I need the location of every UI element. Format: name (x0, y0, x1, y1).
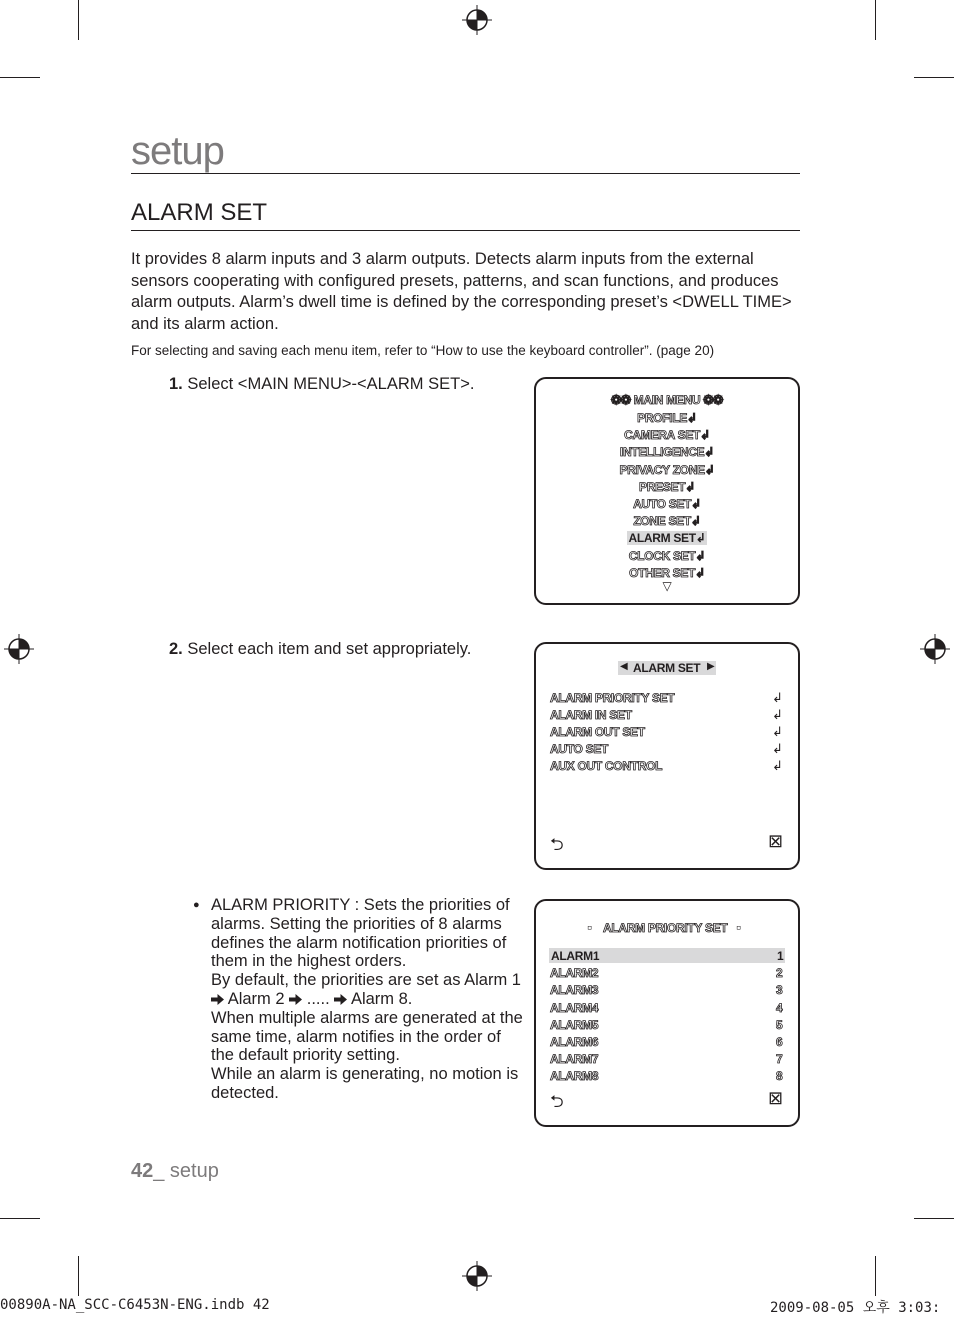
crop-mark (0, 77, 40, 78)
enter-icon: ↲ (772, 741, 783, 756)
osd-menu-item[interactable] (536, 411, 798, 425)
osd-menu-item[interactable] (536, 445, 798, 459)
osd-alarm-set-item[interactable]: ALARM IN SET (550, 708, 632, 722)
intro-paragraph: It provides 8 alarm inputs and 3 alarm outputs. Detects alarm inputs from the external sensors cooperating with configured presets, patterns, and scan functions, and produces alarm outputs. Alarm’s dwell time is defined by the corresponding preset’s <DWELL TIME> and its alarm action. (131, 250, 792, 333)
priority-row-value: 5 (776, 1017, 783, 1032)
page-footer-label: _ setup (153, 1160, 219, 1182)
osd-menu-item-label: ZONE SET↲ (633, 514, 701, 529)
osd-menu-item-label: OTHER SET↲ (629, 565, 705, 580)
enter-icon: ↲ (772, 707, 783, 722)
arrow-left-icon: ◀ (620, 661, 628, 672)
osd-menu-item-label: PRIVACY ZONE↲ (619, 462, 715, 477)
registration-mark-icon (462, 1261, 492, 1291)
dwell-time-term: DWELL TIME (682, 293, 782, 311)
priority-row-value: 4 (776, 1000, 783, 1015)
osd-alarm-set-item[interactable]: ALARM OUT SET (550, 725, 645, 739)
priority-row-value: 2 (776, 966, 783, 981)
registration-mark-icon (920, 634, 950, 664)
osd-menu-item[interactable] (536, 463, 798, 477)
crop-mark (875, 0, 876, 40)
osd-menu-item-label: CAMERA SET↲ (624, 428, 710, 443)
page-number: 42 (131, 1160, 154, 1182)
registration-mark-icon (462, 5, 492, 35)
main-menu-term: MAIN MENU (247, 375, 342, 393)
arrow-right-icon: ▶ (707, 661, 715, 672)
osd-alarm-priority-title: ALARM PRIORITY SET (603, 921, 728, 935)
priority-row-label[interactable]: ALARM3 (550, 983, 599, 998)
osd-alarm-set-item[interactable]: ALARM PRIORITY SET (550, 691, 675, 705)
arrow-right-icon (334, 994, 347, 1005)
crop-mark (78, 1256, 79, 1296)
priority-row-value: 8 (776, 1069, 783, 1084)
osd-menu-item-label: ALARM SET↲ (628, 531, 706, 546)
osd-menu-item[interactable] (536, 566, 798, 580)
priority-row-value: 6 (776, 1035, 783, 1049)
priority-row-value: 7 (776, 1052, 783, 1067)
page-heading (131, 199, 800, 231)
note-reference: How to use the keyboard controller (435, 343, 645, 358)
bullet-dot: ● (193, 899, 200, 911)
priority-row-label[interactable]: ALARM5 (550, 1017, 599, 1032)
back-icon: ⮌ (550, 1092, 564, 1111)
close-icon: ⊠ (768, 1088, 783, 1108)
osd-menu-item-label: CLOCK SET↲ (628, 548, 706, 563)
crop-mark (78, 0, 79, 40)
osd-menu-item[interactable] (536, 531, 798, 545)
osd-menu-item[interactable] (536, 428, 798, 442)
arrow-right-icon (289, 994, 302, 1005)
section-title: setup (131, 129, 224, 173)
page-footer (131, 1159, 219, 1183)
scroll-down-icon: ▽ (662, 579, 672, 593)
osd-menu-item-label: AUTO SET↲ (633, 497, 701, 511)
alarm-priority-bullet (193, 896, 523, 1103)
registration-mark-icon (4, 634, 34, 664)
priority-row-label[interactable]: ALARM6 (550, 1035, 599, 1049)
enter-icon: ↲ (772, 758, 783, 773)
note-text: For selecting and saving each menu item, refer to “How to use the keyboard controller”. (page 20) (131, 343, 715, 358)
osd-alarm-set-title: ALARM SET (633, 661, 701, 675)
osd-alarm-set (534, 642, 800, 870)
crop-mark (875, 1256, 876, 1296)
osd-main-menu (534, 377, 800, 605)
alarm-set-term: ALARM SET (366, 375, 461, 393)
enter-icon: ↲ (772, 690, 783, 705)
osd-main-menu-title: ❂❂ MAIN MENU ❂❂ (611, 393, 723, 407)
priority-row-label[interactable]: ALARM2 (550, 966, 599, 981)
osd-alarm-set-item[interactable]: AUX OUT CONTROL (550, 759, 663, 773)
bracket-right-icon: ▫ (736, 919, 741, 935)
osd-alarm-priority-set (534, 899, 800, 1127)
priority-row-value: 1 (777, 949, 784, 963)
osd-menu-item[interactable] (536, 514, 798, 528)
back-icon: ⮌ (550, 835, 564, 854)
slug-file-info: 00890A-NA_SCC-C6453N-ENG.indb 42 (0, 1297, 270, 1313)
priority-row-label[interactable]: ALARM8 (550, 1069, 599, 1084)
osd-alarm-set-item[interactable]: AUTO SET (550, 742, 609, 756)
osd-menu-item[interactable] (536, 497, 798, 511)
osd-menu-item-label: INTELLIGENCE↲ (619, 445, 715, 460)
osd-menu-item-label: PRESET↲ (639, 479, 695, 494)
crop-mark (914, 77, 954, 78)
bullet-text: ALARM PRIORITY : Sets the priorities of alarms. Setting the priorities of 8 alarms defines the alarm notification priorities of them in the highest orders. By default, the priorities are set as Alarm 1 Alarm 2 ..... Alarm 8. When multiple alarms are generated at the same time, alarm notifies in the order of the default priority setting. While an alarm is generating, no motion is detected. (211, 896, 523, 1102)
priority-row-label[interactable]: ALARM1 (551, 949, 600, 963)
page-title: ALARM SET (131, 199, 268, 226)
section-header (131, 129, 800, 174)
crop-mark (914, 1218, 954, 1219)
osd-menu-item-label: PROFILE↲ (637, 411, 697, 425)
priority-row-label[interactable]: ALARM4 (550, 1000, 599, 1015)
step-1: 1. Select <MAIN MENU>-<ALARM SET>. (169, 375, 475, 393)
close-icon: ⊠ (768, 831, 783, 851)
priority-row-label[interactable]: ALARM7 (550, 1052, 599, 1067)
osd-menu-item[interactable] (536, 549, 798, 563)
crop-mark (0, 1218, 40, 1219)
arrow-right-icon (211, 994, 224, 1005)
osd-menu-item[interactable] (536, 480, 798, 494)
step-2: 2. Select each item and set appropriately. (169, 640, 472, 658)
enter-icon: ↲ (772, 724, 783, 739)
bracket-left-icon: ▫ (587, 919, 592, 935)
slug-date-info: 2009-08-05 오후 3:03: (770, 1300, 941, 1316)
priority-row-value: 3 (776, 983, 783, 998)
